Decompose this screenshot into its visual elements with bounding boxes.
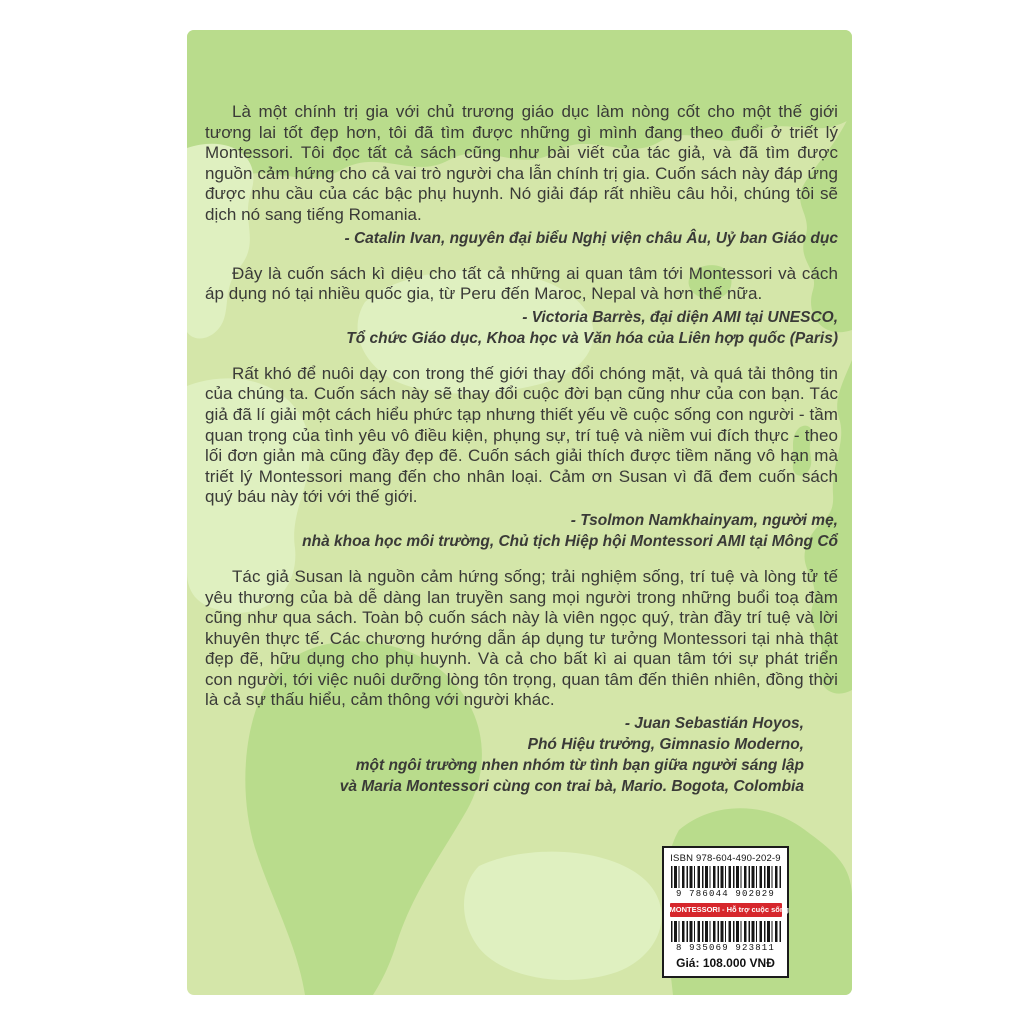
attribution-line: - Catalin Ivan, nguyên đại biểu Nghị viện châu Âu, Uỷ ban Giáo dục [344, 229, 838, 247]
testimonial [205, 567, 838, 797]
ean-barcode-bottom [671, 921, 781, 943]
attribution-line: và Maria Montessori cùng con trai bà, Mario. Bogota, Colombia [339, 778, 804, 796]
attribution-line: - Juan Sebastián Hoyos, [624, 715, 804, 733]
back-cover-panel [187, 30, 852, 995]
attribution [205, 228, 838, 249]
isbn-label: ISBN 978-604-490-202-9 [670, 853, 781, 864]
ean-barcode-top [671, 866, 781, 888]
quote-text: Tác giả Susan là nguồn cảm hứng sống; trải nghiệm sống, trí tuệ và lòng tử tế yêu thương của bà dễ dàng lan truyền sang mọi người trong những buổi toạ đàm cũng như qua sách. Toàn bộ cuốn sách này là viên ngọc quý, tràn đầy trí tuệ và lời khuyên thực tế. Các chương hướng dẫn áp dụng tư tưởng Montessori tại nhà thật đẹp đẽ, hữu dụng cho phụ huynh. Và cả cho bất kì ai quan tâm tới sự phát triển con người, tới việc nuôi dưỡng lòng tôn trọng, quan tâm đến thiên nhiên, đồng thời là cả sự thấu hiểu, cảm thông với người khác. [205, 566, 838, 710]
quote-text: Là một chính trị gia với chủ trương giáo dục làm nòng cốt cho một thế giới tương lai tốt đẹp hơn, tôi đã tìm được những gì mình đang theo đuổi ở triết lý Montessori. Tôi đọc tất cả sách cũng như bài viết của tác giả, và đã tìm được nguồn cảm hứng cho cả vai trò người cha lẫn chính trị gia. Cuốn sách này đáp ứng được nhu cầu của các bậc phụ huynh. Nó giải đáp rất nhiều câu hỏi, chúng tôi sẽ dịch nó sang tiếng Romania. [205, 102, 838, 224]
quote-text: Đây là cuốn sách kì diệu cho tất cả những ai quan tâm tới Montessori và cách áp dụng nó tại nhiều quốc gia, từ Peru đến Maroc, Nepal và hơn thế nữa. [205, 263, 838, 304]
attribution [205, 713, 838, 797]
attribution [205, 510, 838, 552]
testimonials-column [205, 102, 838, 812]
map-light-landmass-4 [464, 852, 662, 980]
attribution [205, 307, 838, 349]
testimonial [205, 364, 838, 552]
series-band: MONTESSORI - Hỗ trợ cuộc sống [670, 903, 782, 917]
quote-text: Rất khó để nuôi dạy con trong thế giới thay đổi chóng mặt, và quá tải thông tin của chúng ta. Cuốn sách này sẽ thay đổi cuộc đời bạn cũng như của con bạn. Tác giả đã lí giải một cách hiểu phức tạp nhưng thiết yếu về cuộc sống con người - tầm quan trọng của tình yêu vô điều kiện, phụng sự, trí tuệ và niềm vui đích thực - theo lối đơn giản mà cũng đầy đẹp đẽ. Cuốn sách giải thích được tiềm năng vô hạn mà triết lý Montessori mang đến cho nhân loại. Cảm ơn Susan vì đã đem cuốn sách quý báu này tới với thế giới. [205, 363, 838, 507]
attribution-line: - Victoria Barrès, đại diện AMI tại UNESCO, [522, 308, 838, 326]
attribution-line: nhà khoa học môi trường, Chủ tịch Hiệp hội Montessori AMI tại Mông Cổ [302, 532, 838, 550]
testimonial [205, 264, 838, 349]
ean-digits-bottom: 8 935069 923811 [675, 943, 775, 953]
ean-digits-top: 9 786044 902029 [675, 888, 775, 899]
attribution-line: - Tsolmon Namkhainyam, người mẹ, [570, 511, 838, 529]
price-label: Giá: 108.000 VNĐ [676, 956, 775, 970]
testimonial [205, 102, 838, 249]
attribution-line: một ngôi trường nhen nhóm từ tình bạn giữa người sáng lập [355, 757, 804, 775]
attribution-line: Phó Hiệu trưởng, Gimnasio Moderno, [527, 736, 804, 754]
attribution-line: Tổ chức Giáo dục, Khoa học và Văn hóa của Liên hợp quốc (Paris) [346, 329, 838, 347]
barcode-box [662, 846, 789, 978]
